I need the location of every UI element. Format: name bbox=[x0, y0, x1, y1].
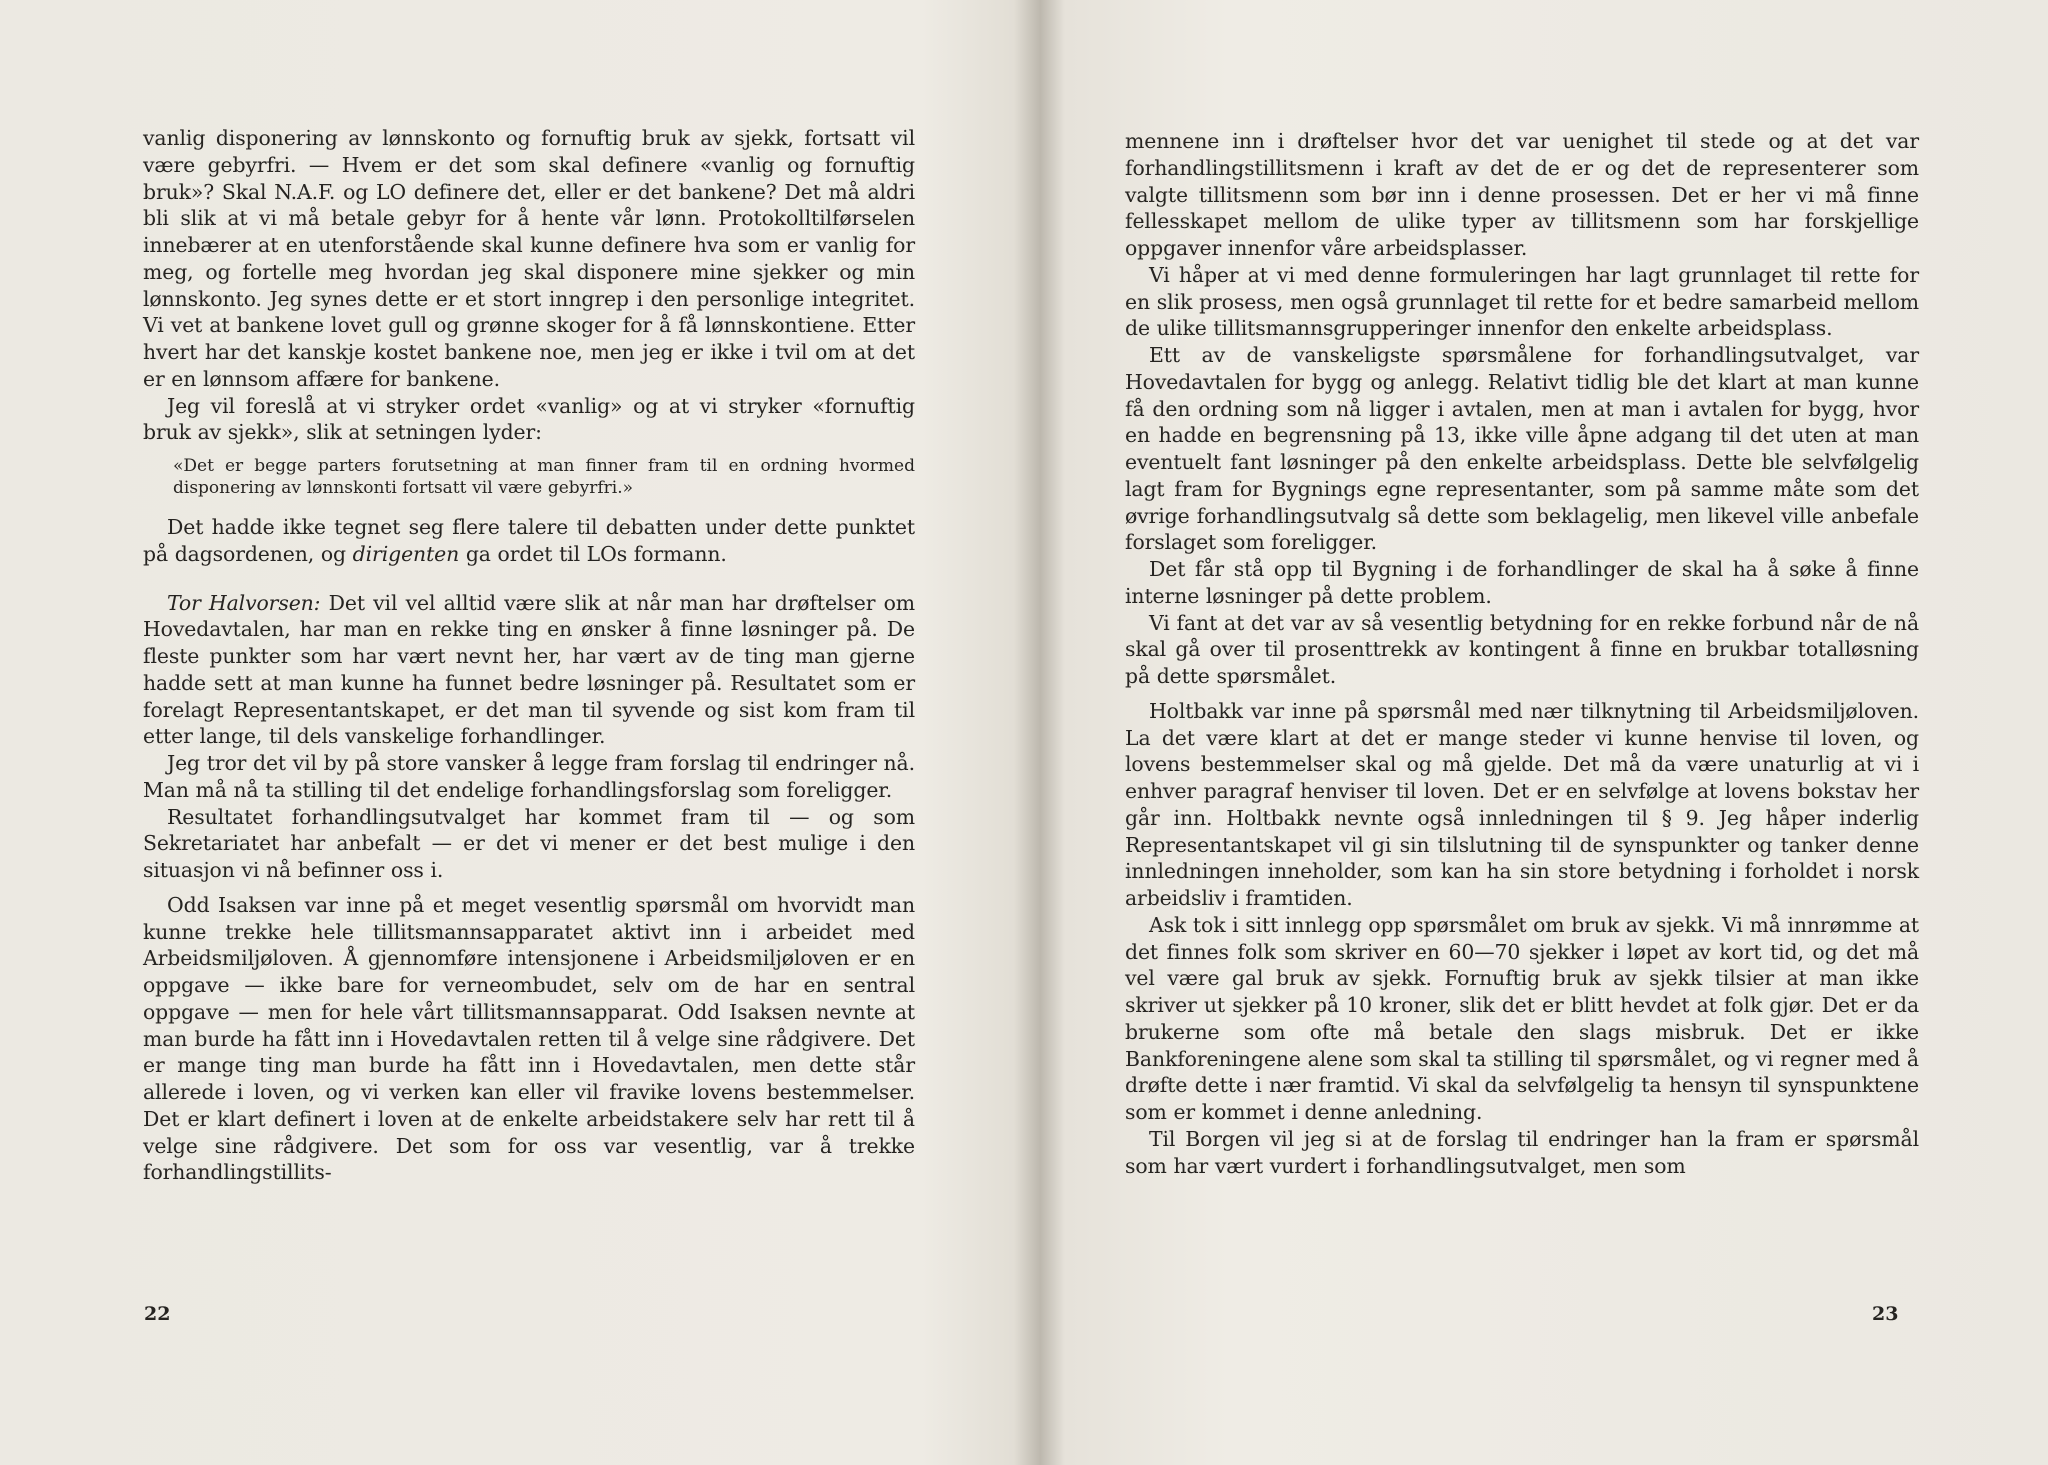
speaker-name: Tor Halvorsen: bbox=[167, 590, 321, 615]
paragraph: Resultatet forhandlingsutvalget har kommet fram til — og som Sekretariatet har anbefalt — er det vi mener er det best mulige i den situasjon vi nå befinner oss i. bbox=[143, 804, 915, 882]
text-segment: Det hadde ikke tegnet seg flere talere til debatten under dette punktet på dagsordenen, og bbox=[143, 515, 915, 566]
paragraph: Odd Isaksen var inne på et meget vesentlig spørsmål om hvorvidt man kunne trekke hele tillitsmannsapparatet aktivt inn i arbeidet med Arbeidsmiljøloven. Å gjennomføre intensjonene i Arbeidsmiljøloven er en oppgave — ikke bare for verneombudet, selv om de har en sentral oppgave — men for hele vårt tillitsmannsapparat. Odd Isaksen nevnte at man burde ha fått inn i Hovedavtalen retten til å velge sine rådgivere. Det er mange ting man burde ha fått inn i Hovedavtalen, men dette står allerede i loven, og vi verken kan eller vil fravike lovens bestemmelser. Det er klart definert i loven at de enkelte arbeidstakere selv har rett til å velge sine rådgivere. Det som for oss var vesentlig, var å trekke forhandlingstillits- bbox=[143, 892, 915, 1185]
speaker-paragraph bbox=[143, 590, 915, 751]
paragraph: Vi håper at vi med denne formuleringen har lagt grunnlaget til rette for en slik prosess, men også grunnlaget til rette for et bedre samarbeid mellom de ulike tillitsmannsgrupperinger innenfor den enkelte arbeidsplass. bbox=[1125, 262, 1919, 341]
paragraph: Det får stå opp til Bygning i de forhandlinger de skal ha å søke å finne interne løsninger på dette problem. bbox=[1125, 557, 1919, 608]
paragraph: Ask tok i sitt innlegg opp spørsmålet om bruk av sjekk. Vi må innrømme at det finnes folk som skriver en 60—70 sjekker i løpet av kort tid, og det må vel være gal bruk av sjekk. Fornuftig bruk av sjekk tilsier at man ikke skriver ut sjekker på 10 kroner, slik det er blitt hevdet at folk gjør. Det er da brukerne som ofte må betale den slags misbruk. Det er ikke Bankforeningene alene som skal ta stilling til spørsmålet, og vi regner med å drøfte dette i nær framtid. Vi skal da selvfølgelig ta hensyn til synspunktene som er kommet i denne anledning. bbox=[1125, 912, 1919, 1124]
paragraph: vanlig disponering av lønnskonto og fornuftig bruk av sjekk, fortsatt vil være gebyrfri. — Hvem er det som skal definere «vanlig og fornuftig bruk»? Skal N.A.F. og LO definere det, eller er det bankene? Det må aldri bli slik at vi må betale gebyr for å hente vår lønn. Protokolltilførselen innebærer at en utenforstående skal kunne definere hva som er vanlig for meg, og fortelle meg hvordan jeg skal disponere mine sjekker og min lønnskonto. Jeg synes dette er et stort inngrep i den personlige integritet. Vi vet at bankene lovet gull og grønne skoger for å få lønnskontiene. Etter hvert har det kanskje kostet bankene noe, men jeg er ikke i tvil om at det er en lønnsom affære for bankene. bbox=[143, 126, 915, 391]
left-text-column bbox=[143, 125, 915, 1186]
paragraph: Jeg tror det vil by på store vansker å legge fram forslag til endringer nå. Man må nå ta stilling til det endelige forhandlingsforslag som foreligger. bbox=[143, 751, 915, 802]
paragraph: Til Borgen vil jeg si at de forslag til endringer han la fram er spørsmål som har vært vurdert i forhandlingsutvalget, men som bbox=[1125, 1126, 1919, 1178]
page-number: 23 bbox=[1872, 1303, 1899, 1325]
block-quote: «Det er begge parters forutsetning at man finner fram til en ordning hvormed disponering av lønnskonti fortsatt vil være gebyrfri.» bbox=[173, 456, 915, 498]
page-number: 22 bbox=[144, 1303, 171, 1325]
paragraph: Jeg vil foreslå at vi stryker ordet «vanlig» og at vi stryker «fornuftig bruk av sjekk», slik at setningen lyder: bbox=[143, 393, 915, 445]
paragraph: Vi fant at det var av så vesentlig betydning for en rekke forbund når de nå skal gå over til prosenttrekk av kontingent å finne en brukbar totalløsning på dette spørsmålet. bbox=[1125, 610, 1919, 688]
speaker-text: Det vil vel alltid være slik at når man har drøftelser om Hovedavtalen, har man en rekke ting en ønsker å finne løsninger på. De fleste punkter som har vært nevnt her, har vært av de ting man gjerne hadde sett at man kunne ha funnet bedre løsninger på. Resultatet som er forelagt Representantskapet, er det man til syvende og sist kom fram til etter lange, til dels vanskelige forhandlinger. bbox=[143, 590, 915, 749]
paragraph: Ett av de vanskeligste spørsmålene for forhandlingsutvalget, var Hovedavtalen for bygg og anlegg. Relativt tidlig ble det klart at man kunne få den ordning som nå ligger i avtalen, men at man i avtalen for bygg, hvor en hadde en begrensning på 13, ikke ville åpne adgang til det uten at man eventuelt fant løsninger på den enkelte arbeidsplass. Dette ble selvfølgelig lagt fram for Bygnings egne representanter, som på samme måte som det øvrige forhandlingsutvalg så dette som beklagelig, men likevel ville anbefale forslaget som foreligger. bbox=[1125, 343, 1919, 555]
paragraph bbox=[143, 514, 915, 568]
right-text-column bbox=[1125, 128, 1919, 1179]
paragraph: Holtbakk var inne på spørsmål med nær tilknytning til Arbeidsmiljøloven. La det være klart at det er mange steder vi kunne henvise til loven, og lovens bestemmelser skal og må gjelde. Det må da være unaturlig at vi i enhver paragraf henviser til loven. Det er en selvfølge at lovens bokstav her går inn. Holtbakk nevnte også innledningen til § 9. Jeg håper inderlig Representantskapet vil gi sin tilslutning til de synspunkter og tanker denne innledningen inneholder, som kan ha sin store betydning i forholdet i norsk arbeidsliv i framtiden. bbox=[1125, 698, 1919, 910]
italic-word: dirigenten bbox=[352, 541, 460, 566]
paragraph: mennene inn i drøftelser hvor det var uenighet til stede og at det var forhandlingstillitsmenn i kraft av det de er og det de representerer som valgte tillitsmenn som bør inn i denne prosessen. Det er her vi må finne fellesskapet mellom de ulike typer av tillitsmenn som har forskjellige oppgaver innenfor våre arbeidsplasser. bbox=[1125, 129, 1919, 260]
text-segment: ga ordet til LOs formann. bbox=[459, 541, 727, 566]
right-page bbox=[1025, 0, 2048, 1465]
